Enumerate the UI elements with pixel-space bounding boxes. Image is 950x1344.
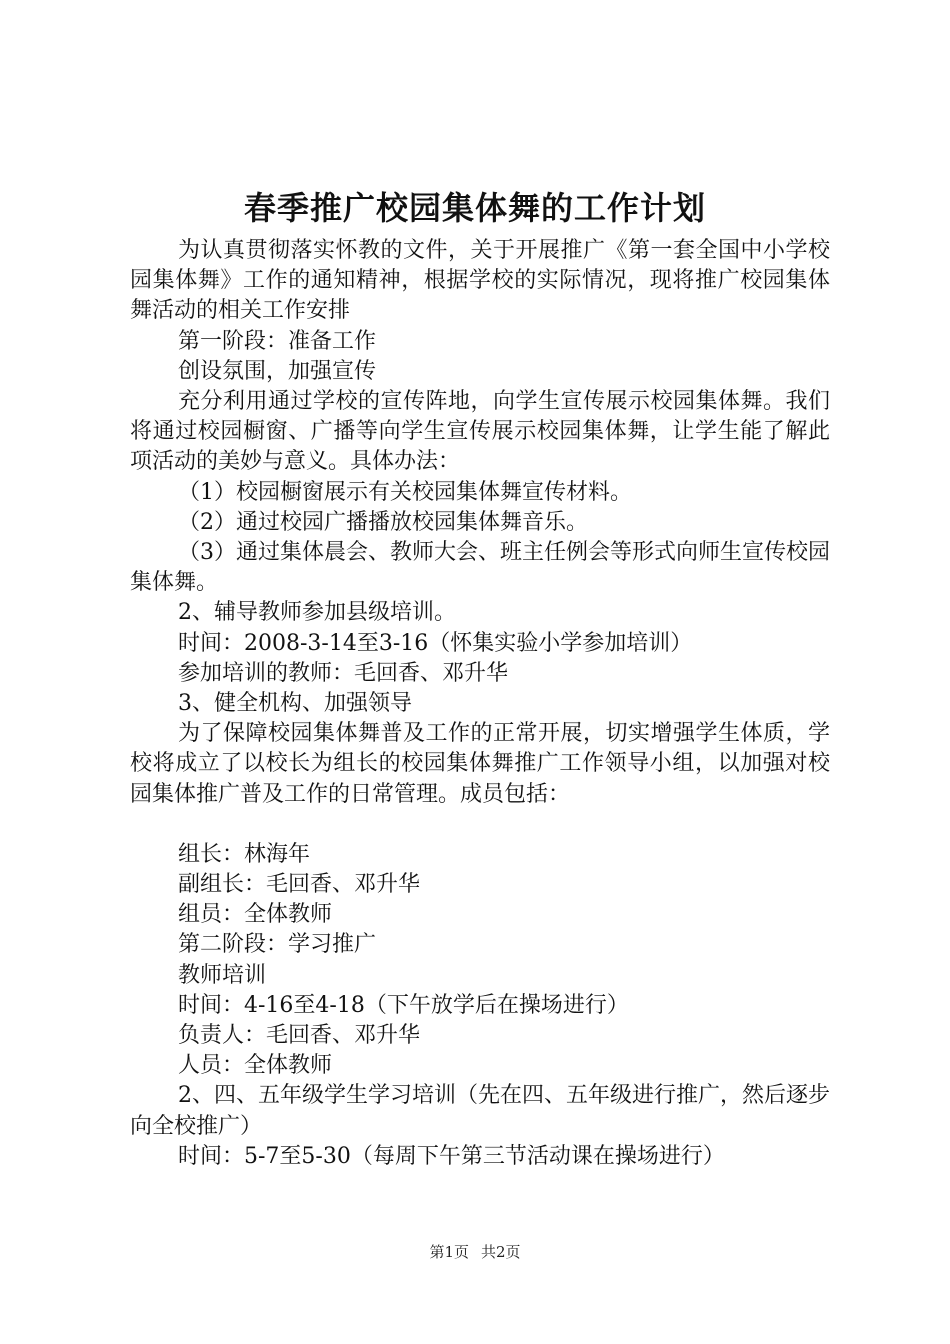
paragraph-organization-heading: 3、健全机构、加强领导 (178, 691, 412, 717)
paragraph-stage-one-heading: 第一阶段：准备工作 (178, 328, 377, 354)
paragraph-publicity: 充分利用通过学校的宣传阵地，向学生宣传展示校园集体舞。我们将通过校园橱窗、广播等向学生宣传展示校园集体舞，让学生能了解此项活动的美妙与意义。具体办法： (130, 389, 830, 475)
paragraph-method-2: （2）通过校园广播播放校园集体舞音乐。 (178, 509, 588, 535)
page-number: 第1页 (429, 1243, 469, 1261)
paragraph-deputy-leader: 副组长：毛回香、邓升华 (178, 872, 421, 898)
paragraph-student-training: 2、四、五年级学生学习培训（先在四、五年级进行推广，然后逐步向全校推广） (130, 1083, 830, 1139)
paragraph-atmosphere-heading: 创设氛围，加强宣传 (178, 358, 377, 384)
paragraph-training-teachers: 参加培训的教师：毛回香、邓升华 (178, 660, 509, 686)
paragraph-teacher-training-time: 时间：4-16至4-18（下午放学后在操场进行） (178, 992, 629, 1018)
paragraph-method-3: （3）通过集体晨会、教师大会、班主任例会等形式向师生宣传校园集体舞。 (130, 540, 830, 596)
paragraph-stage-two-heading: 第二阶段：学习推广 (178, 932, 377, 958)
paragraph-personnel: 人员：全体教师 (178, 1053, 333, 1079)
document-body (130, 236, 830, 1172)
paragraph-teacher-training-heading: 2、辅导教师参加县级培训。 (178, 600, 456, 626)
paragraph-leader: 组长：林海年 (178, 841, 311, 867)
paragraph-intro: 为认真贯彻落实怀教的文件，关于开展推广《第一套全国中小学校园集体舞》工作的通知精神，根据学校的实际情况，现将推广校园集体舞活动的相关工作安排 (130, 238, 830, 324)
paragraph-training-time: 时间：2008-3-14至3-16（怀集实验小学参加培训） (178, 630, 693, 656)
document-title: 春季推广校园集体舞的工作计划 (243, 189, 706, 227)
paragraph-teacher-training: 教师培训 (178, 962, 267, 988)
paragraph-organization: 为了保障校园集体舞普及工作的正常开展，切实增强学生体质，学校将成立了以校长为组长的校园集体舞推广工作领导小组，以加强对校园集体推广普及工作的日常管理。成员包括： (130, 721, 830, 807)
paragraph-person-in-charge: 负责人：毛回香、邓升华 (178, 1023, 421, 1049)
page-total: 共2页 (481, 1243, 521, 1261)
page-footer (0, 1242, 950, 1262)
paragraph-student-training-time: 时间：5-7至5-30（每周下午第三节活动课在操场进行） (178, 1143, 725, 1169)
paragraph-method-1: （1）校园橱窗展示有关校园集体舞宣传材料。 (178, 479, 632, 505)
paragraph-members: 组员：全体教师 (178, 902, 333, 928)
